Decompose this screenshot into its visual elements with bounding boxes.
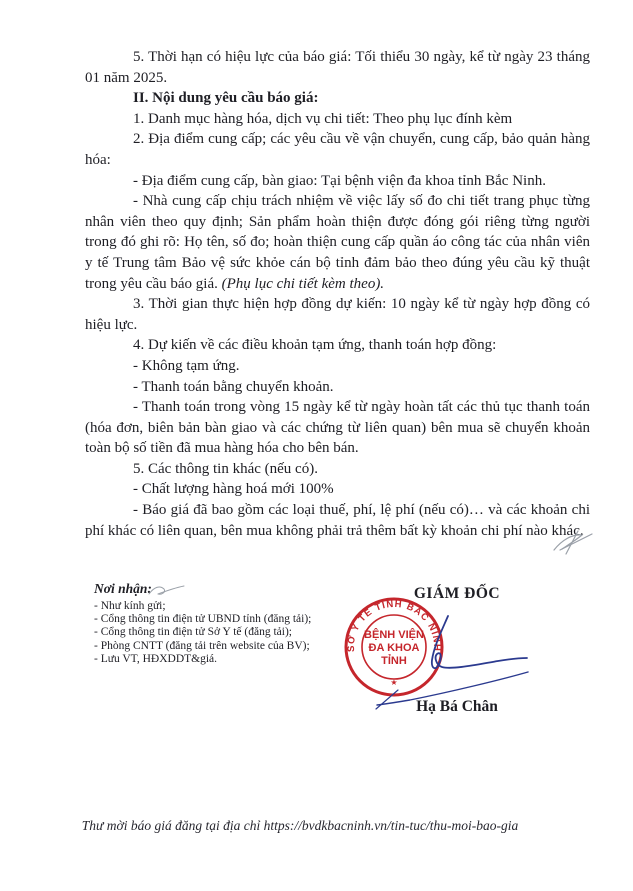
recipient-item: - Như kính gửi; — [94, 600, 166, 612]
seal-center-line3: TỈNH — [381, 655, 407, 667]
paragraph-payment-window: - Thanh toán trong vòng 15 ngày kể từ ngày hoàn tất các thủ tục thanh toán (hóa đơn, biên bản bàn giao và các chứng từ liên quan) bên mua sẽ chuyển khoản toàn bộ số tiền đã mua hàng hóa cho bên bán. — [85, 399, 590, 457]
paragraph-bank-transfer: - Thanh toán bằng chuyển khoản. — [133, 378, 334, 395]
paragraph-price-includes: - Báo giá đã bao gồm các loại thuế, phí, lệ phí (nếu có)… và các khoản chi phí khác có liên quan, bên mua không phải trả thêm bất kỳ khoản chi phí nào khác. — [85, 502, 590, 539]
paragraph-quote-validity: 5. Thời hạn có hiệu lực của báo giá: Tối thiểu 30 ngày, kể từ ngày 23 tháng 01 năm 2025. — [85, 49, 590, 86]
appendix-note: (Phụ lục chi tiết kèm theo). — [221, 275, 385, 292]
paragraph-no-advance: - Không tạm ứng. — [133, 357, 240, 374]
paragraph-other-info: 5. Các thông tin khác (nếu có). — [133, 460, 318, 477]
document-body — [85, 47, 590, 541]
paragraph-quality: - Chất lượng hàng hoá mới 100% — [133, 481, 334, 498]
seal-ring-text: SỞ Y TẾ TỈNH BẮC NINH — [345, 598, 443, 653]
supplier-responsibility-text: - Nhà cung cấp chịu trách nhiệm về việc lấy số đo chi tiết trang phục từng nhân viên theo quy định; Sản phẩm hoàn thiện được đóng gói riêng từng người trong đó ghi rõ: Họ tên, số đo; hoàn thiện cung cấp quần áo công tác của nhân viên y tế Trung tâm Bảo vệ sức khỏe cán bộ tỉnh đảm bảo theo đúng yêu cầu kỹ thuật trong yêu cầu báo giá. — [85, 193, 590, 292]
recipients-list — [94, 600, 344, 666]
seal-star-icon: ★ — [390, 678, 398, 687]
recipient-item: - Cổng thông tin điện tử Sở Y tế (đăng tải); — [94, 626, 292, 639]
paragraph-payment-terms: 4. Dự kiến về các điều khoản tạm ứng, thanh toán hợp đồng: — [133, 337, 497, 354]
recipient-item: - Lưu VT, HĐXDDT&giá. — [94, 652, 218, 665]
paragraph-item-list: 1. Danh mục hàng hóa, dịch vụ chi tiết: Theo phụ lục đính kèm — [133, 110, 513, 127]
recipients-label: Nơi nhận: — [94, 581, 152, 596]
seal-center-line1: BỆNH VIỆN — [364, 629, 424, 641]
paragraph-supplier-responsibility — [85, 191, 590, 294]
recipients-block — [94, 581, 344, 666]
recipient-item: - Phòng CNTT (đăng tải trên website của BV); — [94, 639, 310, 652]
paragraph-delivery-location: 2. Địa điểm cung cấp; các yêu cầu về vận chuyển, cung cấp, bảo quản hàng hóa: — [85, 131, 590, 168]
seal-center-line2: ĐA KHOA — [368, 642, 420, 654]
recipient-item: - Cổng thông tin điện tử UBND tỉnh (đăng tải); — [94, 613, 312, 626]
section-heading-noi-dung: II. Nội dung yêu cầu báo giá: — [133, 90, 319, 107]
signer-name: Hạ Bá Chân — [416, 698, 498, 715]
signer-title: GIÁM ĐỐC — [413, 585, 501, 602]
paragraph-delivery-place: - Địa điểm cung cấp, bàn giao: Tại bệnh viện đa khoa tỉnh Bắc Ninh. — [133, 172, 546, 189]
handwritten-signature-icon — [350, 606, 535, 711]
handwritten-initial-icon — [548, 528, 596, 558]
footer-note: Thư mời báo giá đăng tại địa chỉ https://bvdkbacninh.vn/tin-tuc/thu-moi-bao-gia — [81, 818, 519, 833]
handwritten-mark-icon — [146, 582, 188, 600]
paragraph-contract-duration: 3. Thời gian thực hiện hợp đồng dự kiến: 10 ngày kể từ ngày hợp đồng có hiệu lực. — [85, 296, 590, 333]
